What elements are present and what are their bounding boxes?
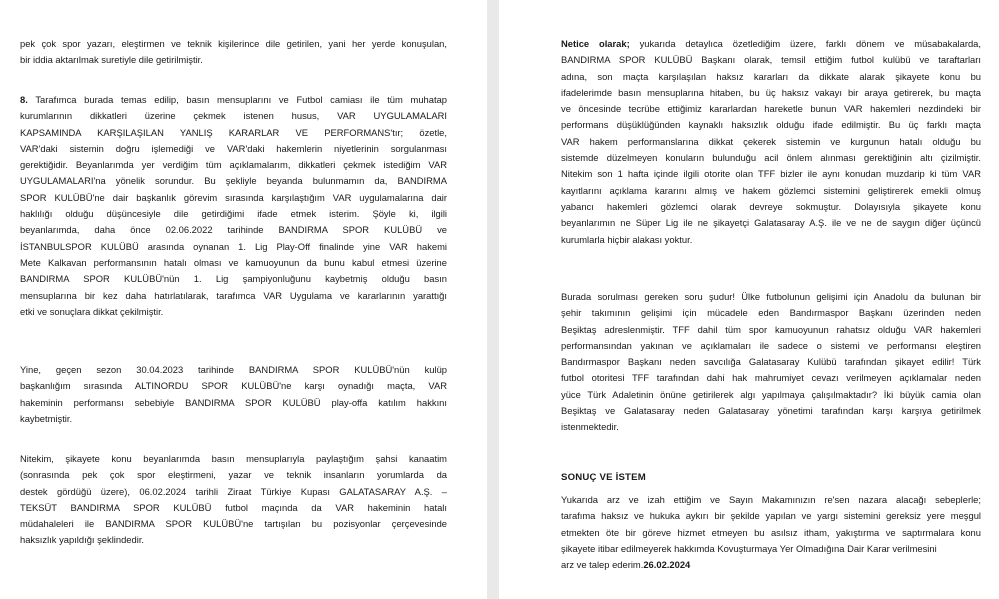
text-line (561, 183, 981, 199)
line-text: performans düşüklüğünden kaynaklı haksızlık olduğu ifade edilmiştir. Bu üç farklı maçta (561, 119, 981, 131)
line-text: Bandırmaspor Başkanı neden savcılığa Galatasaray Kulübü tarafından şikayet edilir! Türk (561, 356, 981, 368)
text-line (20, 173, 447, 189)
text-line (561, 36, 981, 52)
paragraph-conclusion (561, 492, 981, 557)
line-text: BANDIRMA SPOR KULÜBÜ'nün 1. Lig şampiyonluğunu kaybetmiş olduğu basın (20, 273, 447, 285)
text-line (561, 69, 981, 85)
text-line (20, 222, 447, 238)
line-text: mensuplarına bir kez daha hatırlatılarak, tarafımca VAR Uygulama ve kararlarının yarattığı (20, 289, 447, 301)
text-line (20, 92, 447, 108)
line-text: Burada sorulması gereken soru şudur! Ülke futbolunun gelişimi için Anadolu da bulunan bir (561, 291, 981, 302)
paragraph-lead: Netice olarak; (561, 38, 630, 49)
text-line (561, 117, 981, 133)
line-text: Yine, geçen sezon 30.04.2023 tarihinde BANDIRMA SPOR KULÜBÜ'nün kulüp (20, 364, 447, 375)
line-text: Tarafımca burada temas edilip, basın mensuplarını ve Futbol camiası ile tüm muhatap (27, 94, 447, 105)
line-text: müdahaleleri ile BANDIRMA SPOR KULÜBÜ'ne tartışılan bu pozisyonlar çerçevesinde (20, 518, 447, 530)
text-line (561, 322, 981, 338)
line-text: istenmektedir. (561, 421, 619, 433)
text-line (20, 190, 447, 206)
line-text: İSTANBULSPOR KULÜBÜ arasında oynanan 1. Lig Play-Off finalinde yine VAR hakemi (20, 240, 447, 252)
line-text: BANDIRMA SPOR KULÜBÜ Başkanı olarak, temsil ettiğim futbol kulübü ve taraftarları (561, 54, 981, 66)
line-text: gerektiğidir. Beyanlarımda yer verdiğim tüm açıklamalarım, dikkatleri çekmek istediğim VAR (20, 159, 447, 171)
line-text: KAPSAMINDA KARŞILAŞILAN YANLIŞ KARARLAR VE PERFORMANS'tır; özetle, (20, 126, 447, 138)
line-text: etki ve sonuçlara dikkat çekilmiştir. (20, 305, 164, 317)
line-text: (sonrasında pek çok spor eleştirmeni, yazar ve teknik insanların yorumlarda da (20, 469, 447, 481)
document-page-right (499, 0, 999, 599)
line-text: yüce Türk Adaletinin önüne getirilerek algı yapılmaya çalışılmaktadır? İki büyük camia olan (561, 388, 981, 400)
text-line (20, 206, 447, 222)
text-line (20, 108, 447, 124)
line-text: kaybetmiştir. (20, 412, 73, 424)
line-text: sistemde düzelmeyen konuların bulunduğu acil önlem alınması gerektiğinin altı çizilmiştir. (561, 152, 981, 164)
text-line (561, 338, 981, 354)
document-date: 26.02.2024 (643, 559, 691, 570)
line-text: Mete Kalkavan performansının hatalı olması ve kamuoyunun da bunu kabul etmesi üzerine (20, 256, 447, 268)
line-text: haklılığı olduğu düşüncesiyle dile getirdiğimi ifade etmek isterim. Şöyle ki, ilgili (20, 208, 447, 220)
text-line (561, 134, 981, 150)
text-line (561, 52, 981, 68)
text-line (20, 467, 447, 483)
text-line (561, 419, 981, 435)
text-line (20, 141, 447, 157)
text-line (561, 387, 981, 403)
line-text: Beşiktaş adreslenmiştir. TFF dahil tüm spor kamuoyunun rahatsız olduğu VAR hakemleri (561, 323, 981, 335)
text-line (20, 255, 447, 271)
line-text: UYGULAMALARI'na yönelik sorundur. Bu şekliyle beyanda bulunmamın da, BANDIRMA (20, 175, 447, 187)
text-line (20, 411, 447, 427)
text-line (561, 101, 981, 117)
text-line (20, 271, 447, 287)
closing-text: arz ve talep ederim. (561, 559, 644, 570)
line-text: başkanlığım sırasında ALTINORDU SPOR KULÜBÜ'ne karşı oynadığı maçta, VAR (20, 380, 447, 392)
text-line (20, 36, 447, 52)
line-text: Nitekim, şikayete konu beyanlarımda basın mensuplarıyla paylaştığım şahsi kanaatim (20, 453, 447, 464)
paragraph-question (561, 289, 981, 436)
line-text: VAR'daki sistemin doğru işlemediği ve VAR'daki hakemlerin niyetlerinin sorgulanması (20, 142, 447, 154)
line-text: yabancı hakemleri gözlemci olarak devreye sokmuştur. Dolayısıyla şikayete konu (561, 200, 981, 212)
text-line (20, 532, 447, 548)
text-line (561, 525, 981, 541)
text-line (561, 541, 981, 557)
line-text: yukarıda detaylıca özetlediğim üzere, farklı dönem ve müsabakalarda, (629, 38, 981, 49)
text-line (20, 500, 447, 516)
text-line (561, 370, 981, 386)
text-line (561, 508, 981, 524)
text-line (561, 289, 981, 305)
paragraph-8 (20, 92, 447, 320)
line-text: haksızlık yapıldığı şeklindedir. (20, 534, 145, 546)
paragraph-altinordu (20, 362, 447, 427)
line-text: tarafıma haksız ve hukuka aykırı bir şekilde yapılan ve yargı sistemini gereksiz yere meşgul (561, 510, 981, 522)
text-line (561, 403, 981, 419)
line-text: ve öncesinde tecrübe ettiğimiz kararlardan hareketle bunun VAR hakemleri nezdindeki bir (561, 103, 981, 115)
text-line (561, 305, 981, 321)
text-line (20, 516, 447, 532)
text-line (561, 150, 981, 166)
document-page-left (0, 0, 487, 599)
text-line (20, 304, 447, 320)
line-text: TEKSÜT BANDIRMA SPOR KULÜBÜ futbol maçında da VAR hakeminin hatalı (20, 501, 447, 513)
text-line (561, 354, 981, 370)
text-line (561, 166, 981, 182)
text-line (561, 215, 981, 231)
line-text: etmekten öte bir göreve hizmet etmeyen bu asılsız itham, yakıştırma ve saptırmalara konu (561, 526, 981, 538)
paragraph-lead: 8. (20, 94, 28, 105)
text-line (20, 239, 447, 255)
line-text: performansından yakınan ve açıklamaları ile sadece o sistemi ve performansı eleştiren (561, 339, 981, 351)
text-line (20, 125, 447, 141)
text-line (20, 157, 447, 173)
line-text: pek çok spor yazarı, eleştirmen ve teknik kişilerince dile getirilen, yani her yerde konuşulan, (20, 38, 447, 49)
text-line (20, 378, 447, 394)
line-text: VAR hakem performanslarına dikkat çekerek sistemin ve kurgunun hatalı olduğu bu (561, 135, 981, 147)
text-line (20, 484, 447, 500)
text-line (20, 451, 447, 467)
line-text: kurumlarının dikkatleri üzerine çekmek istenen husus, VAR UYGULAMALARI (20, 110, 447, 122)
line-text: beyanlarımda, daha önce 02.06.2022 tarihinde BANDIRMA SPOR KULÜBÜ ve (20, 224, 447, 236)
line-text: Yukarıda arz ve izah ettiğim ve Sayın Makamınızın re'sen nazara alacağı sebeplerle; (561, 494, 981, 505)
text-line (20, 395, 447, 411)
line-text: bir iddia aktarılmak suretiyle dile getirilmiştir. (20, 54, 203, 66)
line-text: kayıtlarını açıklama kararını almış ve hakem gözlemci sistemini geliştirerek emekli olmuş (561, 184, 981, 196)
line-text: SPOR KULÜBÜ'ne dair başkanlık görevim sırasında karşılaştığım VAR uygulamalarına dair (20, 191, 447, 203)
text-line (561, 199, 981, 215)
line-text: futbol otoritesi TFF tarafından dahi hak mahrumiyet cevazı verilmeyen açıklamalar neden (561, 372, 981, 384)
line-text: Beşiktaş ve Galatasaray neden Galatasaray yönetimi tarafından karşı karşıya getirilmek (561, 405, 981, 417)
line-text: ifadelerimde basın mensuplarına hitaben, bu üç haksız vakayı bir araya getirerek, bu maçta (561, 86, 981, 98)
line-text: şehir takımının gelişimi için mücadele eden Bandırmaspor Başkanı üzerinden neden (561, 307, 981, 319)
line-text: kurumlarla hiçbir alakası yoktur. (561, 233, 693, 245)
line-text: Nitekim son 1 hafta içinde ilgili otorite olan TFF bizler ile aynı konudan muzdarip ki tüm VAR (561, 168, 981, 180)
line-text: adına, son maçta karşılaşılan haksız kararları da dikkate alarak şikayete konu bu (561, 70, 981, 82)
line-text: beyanlarımın ne Süper Lig ile ne şikayetçi Galatasaray A.Ş. ile ve ne de saygın diğer üçüncü (561, 217, 981, 229)
text-line (20, 288, 447, 304)
section-heading-sonuc-ve-istem: SONUÇ VE İSTEM (561, 472, 646, 483)
paragraph-galatasaray-match (20, 451, 447, 549)
line-text: destek gördüğü üzere), 06.02.2024 tarihli Ziraat Türkiye Kupası GALATASARAY A.Ş. – (20, 485, 447, 497)
text-line (561, 85, 981, 101)
line-text: şikayete itibar edilmeyerek hakkımda Kovuşturmaya Yer Olmadığına Dair Karar verilmesini (561, 542, 937, 554)
paragraph-continuation (20, 36, 447, 69)
text-line (20, 52, 447, 68)
text-line (561, 232, 981, 248)
text-line (561, 492, 981, 508)
closing-line (561, 557, 981, 573)
line-text: hakeminin performansı sebebiyle BANDIRMA SPOR KULÜBÜ play-offa katılım hakkını (20, 396, 447, 408)
paragraph-netice (561, 36, 981, 248)
text-line (20, 362, 447, 378)
